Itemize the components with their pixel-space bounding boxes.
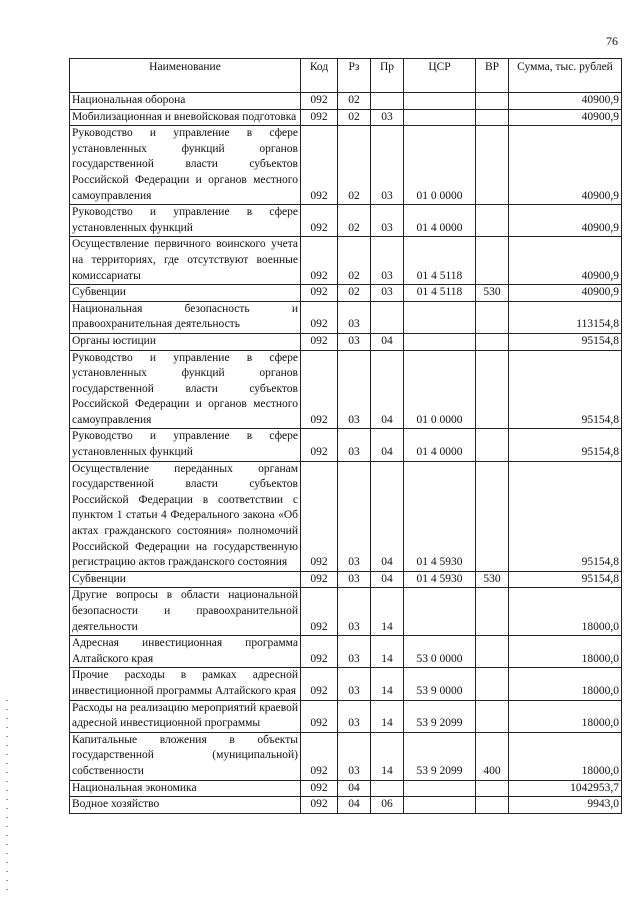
table-row — [70, 301, 622, 333]
cell-kod: 092 — [301, 205, 338, 237]
cell-pr: 14 — [371, 700, 404, 732]
cell-sum: 40900,9 — [509, 237, 622, 285]
cell-kod: 092 — [301, 780, 338, 797]
cell-pr: 04 — [371, 571, 404, 588]
table-row — [70, 285, 622, 302]
cell-sum: 18000,0 — [509, 700, 622, 732]
table-header-row — [70, 59, 622, 93]
cell-rz: 03 — [338, 588, 371, 636]
cell-vr — [476, 780, 509, 797]
cell-sum: 18000,0 — [509, 636, 622, 668]
cell-sum: 95154,8 — [509, 571, 622, 588]
cell-pr: 03 — [371, 237, 404, 285]
cell-name: Водное хозяйство — [70, 797, 301, 814]
cell-kod: 092 — [301, 333, 338, 350]
cell-sum: 40900,9 — [509, 93, 622, 110]
cell-csr — [404, 333, 476, 350]
cell-name: Национальная безопасность и правоохранительная деятельность — [70, 301, 301, 333]
cell-rz: 03 — [338, 668, 371, 700]
header-rz: Рз — [338, 59, 371, 93]
cell-name: Осуществление первичного воинского учета на территориях, где отсутствуют военные комиссариаты — [70, 237, 301, 285]
table-row — [70, 636, 622, 668]
cell-kod: 092 — [301, 93, 338, 110]
cell-pr: 14 — [371, 636, 404, 668]
cell-vr — [476, 668, 509, 700]
cell-kod: 092 — [301, 797, 338, 814]
cell-name: Субвенции — [70, 571, 301, 588]
cell-name: Другие вопросы в области национальной безопасности и правоохранительной деятельности — [70, 588, 301, 636]
cell-kod: 092 — [301, 732, 338, 780]
cell-rz: 03 — [338, 732, 371, 780]
cell-kod: 092 — [301, 588, 338, 636]
header-csr: ЦСР — [404, 59, 476, 93]
cell-pr: 14 — [371, 668, 404, 700]
cell-vr — [476, 93, 509, 110]
cell-pr: 04 — [371, 350, 404, 429]
cell-vr — [476, 350, 509, 429]
cell-name: Национальная оборона — [70, 93, 301, 110]
header-name: Наименование — [70, 59, 301, 93]
cell-name: Руководство и управление в сфере установленных функций органов государственной власти субъектов Российской Федерации и органов местного самоуправления — [70, 126, 301, 205]
cell-sum: 40900,9 — [509, 109, 622, 126]
cell-csr — [404, 301, 476, 333]
cell-rz: 03 — [338, 333, 371, 350]
cell-vr: 530 — [476, 571, 509, 588]
cell-vr: 400 — [476, 732, 509, 780]
table-row — [70, 109, 622, 126]
cell-csr: 53 9 2099 — [404, 700, 476, 732]
cell-pr: 03 — [371, 285, 404, 302]
cell-pr: 06 — [371, 797, 404, 814]
cell-sum: 113154,8 — [509, 301, 622, 333]
cell-vr — [476, 333, 509, 350]
cell-sum: 95154,8 — [509, 429, 622, 461]
cell-vr — [476, 109, 509, 126]
header-kod: Код — [301, 59, 338, 93]
cell-csr: 01 4 5118 — [404, 237, 476, 285]
cell-csr — [404, 93, 476, 110]
table-row — [70, 797, 622, 814]
cell-pr: 04 — [371, 333, 404, 350]
cell-pr: 03 — [371, 109, 404, 126]
cell-kod: 092 — [301, 571, 338, 588]
table-row — [70, 700, 622, 732]
cell-sum: 18000,0 — [509, 732, 622, 780]
cell-kod: 092 — [301, 237, 338, 285]
cell-name: Осуществление переданных органам государственной власти субъектов Российской Федерации в соответствии с пунктом 1 статьи 4 Федерального закона «Об актах гражданского состояния» полномочий Российской Федерации на государственную регистрацию актов гражданского состояния — [70, 461, 301, 571]
cell-name: Мобилизационная и вневойсковая подготовка — [70, 109, 301, 126]
cell-kod: 092 — [301, 668, 338, 700]
cell-csr — [404, 797, 476, 814]
cell-kod: 092 — [301, 301, 338, 333]
cell-pr — [371, 301, 404, 333]
cell-vr — [476, 301, 509, 333]
cell-pr — [371, 93, 404, 110]
cell-pr: 04 — [371, 429, 404, 461]
cell-rz: 02 — [338, 126, 371, 205]
cell-vr — [476, 237, 509, 285]
cell-kod: 092 — [301, 461, 338, 571]
cell-sum: 95154,8 — [509, 461, 622, 571]
cell-csr: 01 0 0000 — [404, 350, 476, 429]
cell-sum: 40900,9 — [509, 285, 622, 302]
cell-sum: 1042953,7 — [509, 780, 622, 797]
cell-csr: 01 4 0000 — [404, 429, 476, 461]
cell-sum: 40900,9 — [509, 205, 622, 237]
cell-rz: 02 — [338, 285, 371, 302]
cell-pr: 03 — [371, 205, 404, 237]
cell-csr: 01 4 5118 — [404, 285, 476, 302]
cell-name: Органы юстиции — [70, 333, 301, 350]
cell-csr: 01 4 5930 — [404, 461, 476, 571]
cell-kod: 092 — [301, 109, 338, 126]
table-row — [70, 350, 622, 429]
cell-name: Руководство и управление в сфере установленных функций — [70, 205, 301, 237]
cell-rz: 04 — [338, 780, 371, 797]
cell-kod: 092 — [301, 636, 338, 668]
cell-rz: 02 — [338, 109, 371, 126]
cell-rz: 03 — [338, 350, 371, 429]
cell-rz: 02 — [338, 93, 371, 110]
cell-csr: 53 9 0000 — [404, 668, 476, 700]
table-body — [70, 93, 622, 814]
table-row — [70, 780, 622, 797]
cell-rz: 03 — [338, 571, 371, 588]
cell-pr — [371, 780, 404, 797]
table-row — [70, 588, 622, 636]
cell-rz: 03 — [338, 700, 371, 732]
table-row — [70, 732, 622, 780]
cell-kod: 092 — [301, 350, 338, 429]
page-number: 76 — [606, 34, 618, 48]
cell-rz: 03 — [338, 636, 371, 668]
cell-sum: 18000,0 — [509, 588, 622, 636]
cell-vr — [476, 700, 509, 732]
cell-vr: 530 — [476, 285, 509, 302]
cell-pr: 03 — [371, 126, 404, 205]
cell-kod: 092 — [301, 429, 338, 461]
cell-name: Субвенции — [70, 285, 301, 302]
cell-csr — [404, 109, 476, 126]
table-row — [70, 461, 622, 571]
cell-vr — [476, 588, 509, 636]
header-vr: ВР — [476, 59, 509, 93]
cell-rz: 03 — [338, 429, 371, 461]
table-row — [70, 668, 622, 700]
cell-rz: 02 — [338, 237, 371, 285]
cell-csr: 53 0 0000 — [404, 636, 476, 668]
table-row — [70, 333, 622, 350]
cell-vr — [476, 797, 509, 814]
cell-rz: 04 — [338, 797, 371, 814]
cell-pr: 14 — [371, 732, 404, 780]
cell-kod: 092 — [301, 126, 338, 205]
cell-csr — [404, 588, 476, 636]
table-row — [70, 126, 622, 205]
cell-rz: 02 — [338, 205, 371, 237]
table-row — [70, 93, 622, 110]
cell-sum: 40900,9 — [509, 126, 622, 205]
table-row — [70, 571, 622, 588]
cell-vr — [476, 205, 509, 237]
cell-vr — [476, 429, 509, 461]
header-sum: Сумма, тыс. рублей — [509, 59, 622, 93]
cell-name: Капитальные вложения в объекты государственной (муниципальной) собственности — [70, 732, 301, 780]
cell-sum: 95154,8 — [509, 333, 622, 350]
cell-csr: 01 0 0000 — [404, 126, 476, 205]
cell-csr: 01 4 5930 — [404, 571, 476, 588]
cell-csr — [404, 780, 476, 797]
cell-sum: 9943,0 — [509, 797, 622, 814]
cell-kod: 092 — [301, 285, 338, 302]
cell-vr — [476, 461, 509, 571]
cell-pr: 14 — [371, 588, 404, 636]
cell-sum: 95154,8 — [509, 350, 622, 429]
header-pr: Пр — [371, 59, 404, 93]
cell-name: Руководство и управление в сфере установленных функций органов государственной власти субъектов Российской Федерации и органов местного самоуправления — [70, 350, 301, 429]
budget-table — [69, 58, 622, 814]
cell-rz: 03 — [338, 461, 371, 571]
cell-name: Национальная экономика — [70, 780, 301, 797]
cell-kod: 092 — [301, 700, 338, 732]
cell-vr — [476, 636, 509, 668]
cell-name: Прочие расходы в рамках адресной инвестиционной программы Алтайского края — [70, 668, 301, 700]
cell-name: Адресная инвестиционная программа Алтайского края — [70, 636, 301, 668]
table-row — [70, 429, 622, 461]
cell-vr — [476, 126, 509, 205]
table-row — [70, 237, 622, 285]
cell-name: Расходы на реализацию мероприятий краевой адресной инвестиционной программы — [70, 700, 301, 732]
cell-pr: 04 — [371, 461, 404, 571]
cell-sum: 18000,0 — [509, 668, 622, 700]
cell-csr: 01 4 0000 — [404, 205, 476, 237]
cell-csr: 53 9 2099 — [404, 732, 476, 780]
cell-name: Руководство и управление в сфере установленных функций — [70, 429, 301, 461]
cell-rz: 03 — [338, 301, 371, 333]
table-row — [70, 205, 622, 237]
scan-margin-marks — [6, 700, 8, 890]
